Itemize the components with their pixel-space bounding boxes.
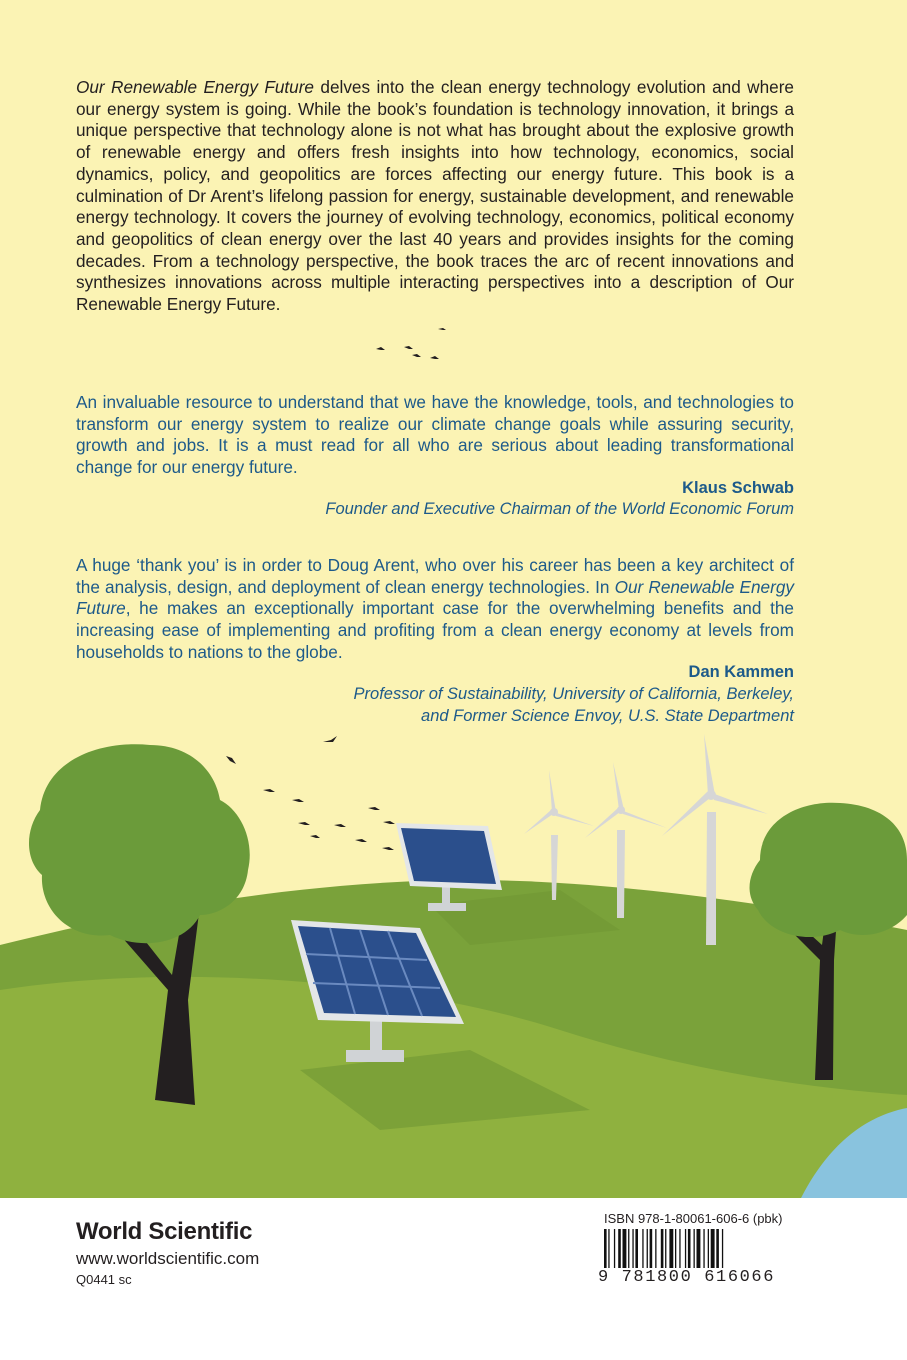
endorsement-quote-1: An invaluable resource to understand that we have the knowledge, tools, and technologies to transform our energy system to realize our climate change goals while assuring security, growth and jobs. It is a must read for all who are serious about leading transformational change for our energy future. xyxy=(76,392,794,478)
quote-2-book-title: Our Renewable Energy Future xyxy=(76,576,794,619)
bird-icon xyxy=(376,328,446,359)
wind-turbine-icon xyxy=(524,770,594,900)
endorsement-quote-2 xyxy=(76,555,794,664)
book-title-inline: Our Renewable Energy Future xyxy=(76,77,314,97)
product-code: Q0441 sc xyxy=(76,1272,132,1287)
quote-2-text-after: , he makes an exceptionally important case for the overwhelming benefits and the increasing ease of implementing and profiting from a clean energy economy at levels from households to nations to the globe. xyxy=(76,598,794,662)
endorser-role-1: Founder and Executive Chairman of the World Economic Forum xyxy=(325,500,794,518)
quote-2-text-before: A huge ‘thank you’ is in order to Doug Arent, who over his career has been a key architect of the analysis, design, and deployment of clean energy technologies. In xyxy=(76,555,794,597)
endorser-name-1: Klaus Schwab xyxy=(682,479,794,497)
endorser-role-2 xyxy=(354,684,794,727)
endorser-role-2-line2: and Former Science Envoy, U.S. State Department xyxy=(421,706,794,725)
barcode-digits: 9 781800 616066 xyxy=(598,1268,788,1287)
publisher-website: www.worldscientific.com xyxy=(76,1249,260,1268)
isbn-label: ISBN 978-1-80061-606-6 (pbk) xyxy=(604,1211,783,1226)
endorser-name-2: Dan Kammen xyxy=(688,663,794,681)
bird-icon xyxy=(226,736,395,850)
endorser-role-2-line1: Professor of Sustainability, University of California, Berkeley, xyxy=(353,685,794,703)
description-text: delves into the clean energy technology evolution and where our energy system is going. While the book’s foundation is technology innovation, it brings a unique perspective that technology alone is not what has brought about the explosive growth of renewable energy and offers fresh insights into how technology, economics, social dynamics, policy, and geopolitics are forces affecting our energy future. This book is a culmination of Dr Arent’s lifelong passion for energy, sustainable development, and renewable energy technology. It covers the journey of evolving technology, economics, political economy and geopolitics of clean energy over the last 40 years and provides insights for the coming decades. From a technology perspective, the book traces the arc of recent innovations and synthesizes innovations across multiple interacting perspectives into a description of Our Renewable Energy Future. xyxy=(76,77,794,315)
book-description xyxy=(76,77,794,316)
publisher-name: World Scientific xyxy=(76,1218,253,1245)
